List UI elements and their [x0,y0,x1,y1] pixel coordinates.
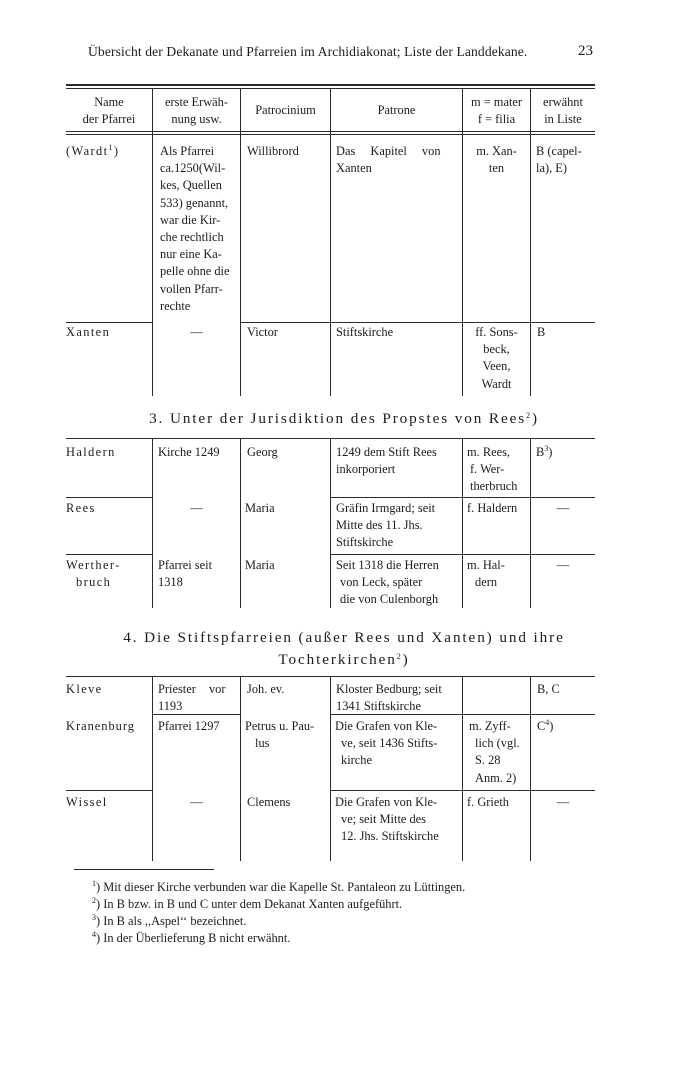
col-head-patrone: Patrone [377,103,416,117]
col-divider [462,677,463,861]
table-row-name: Werther- bruch [66,558,121,590]
col-divider [462,439,463,608]
row-divider [66,790,152,791]
footnote: $^3$) In B als ,,Aspel‘‘ bezeichnet. [92,913,247,928]
table-row-name: Haldern [66,445,116,459]
table-row-first-mention: — [190,795,203,809]
col-divider [240,439,241,608]
table-row-patrone: Die Grafen von Kle- ve; seit Mitte des 12. Jhs. Stiftskirche [335,795,439,844]
table-row-patrocinium: Clemens [247,795,291,809]
table-row-mater-filia: m. Xan- ten [476,144,517,176]
table-row-liste: — [556,558,570,572]
col-divider [240,89,241,396]
running-title: Übersicht der Dekanate und Pfarreien im Archidiakonat; Liste der Landdekane. [88,44,528,59]
table-row-patrocinium: Petrus u. Pau- lus [245,719,315,751]
footnote: $^1$) Mit dieser Kirche verbunden war die Kapelle St. Pantaleon zu Lüttingen. [92,879,466,894]
table-row-liste: $C^4$) [537,718,554,733]
table-row-mater-filia: m. Zyff- lich (vgl. S. 28 Anm. 2) [469,719,520,785]
table-row-name: Rees [66,501,96,515]
table-row-patrone: Die Grafen von Kle- ve, seit 1436 Stifts- kirche [335,719,438,768]
col-divider [330,89,331,396]
col-head-patrocinium: Patrocinium [255,103,316,117]
col-divider [530,439,531,608]
col-head-liste: erwähnt in Liste [543,95,583,127]
table-row-name: Xanten [66,325,111,339]
table-row-mater-filia: m. Hal- dern [467,558,505,590]
col-divider [152,89,153,396]
row-divider [240,322,595,323]
table-row-mater-filia: ff. Sons- beck, Veen, Wardt [475,325,518,391]
row-divider [330,554,595,555]
table-row-patrocinium: Victor [247,325,278,339]
table-row-name: Kranenburg [66,719,135,733]
row-divider [66,497,152,498]
table-row-first-mention: Pfarrei seit 1318 [158,558,213,590]
table-row-patrone: Das Kapitel von Xanten [336,144,441,176]
footnote: $^4$) In der Überlieferung B nicht erwähnt. [92,930,291,945]
table-row-first-mention: Priester vor 1193 [158,682,226,714]
row-divider [330,497,595,498]
table-row-first-mention: — [190,501,203,515]
col-divider [330,677,331,861]
row-divider [66,322,152,323]
header-rule [66,131,595,132]
table-row-patrocinium: Willibrord [247,144,299,158]
table-row-first-mention: Pfarrei 1297 [158,719,220,733]
table-row-name: (Wardt$^1$) [66,143,120,158]
footnote-rule [74,869,214,870]
table-row-name: Kleve [66,682,103,696]
table-row-patrone: 1249 dem Stift Rees inkorporiert [336,445,437,477]
table-row-patrocinium: Joh. ev. [247,682,285,696]
table-row-name: Wissel [66,795,108,809]
table-row-patrocinium: Georg [247,445,278,459]
table-row-liste: B [537,325,546,339]
row-divider [330,790,595,791]
table-row-first-mention: — [190,325,203,339]
table-row-patrone: Gräfin Irmgard; seit Mitte des 11. Jhs. Stiftskirche [336,501,436,550]
table-row-liste: B, C [537,682,560,696]
table-row-liste: — [556,795,570,809]
section-heading-3: 3. Unter der Jurisdiktion des Propstes von Rees$^2$) [149,410,539,427]
table-row-mater-filia: f. Grieth [467,795,509,809]
footnote: $^2$) In B bzw. in B und C unter dem Dekanat Xanten aufgeführt. [92,896,403,911]
col-head-mater-filia: m = mater f = filia [470,95,523,127]
table-row-first-mention: Als Pfarrei ca.1250(Wil- kes, Quellen 533) genannt, war die Kir- che rechtlich nur eine Ka- pelle ohne die vollen Pfarr- rechte [160,144,230,313]
col-divider [530,677,531,861]
col-divider [152,439,153,608]
table-row-patrocinium: Maria [245,558,275,572]
row-divider [66,554,152,555]
table-row-patrone: Stiftskirche [336,325,394,339]
col-head-first-mention: erste Erwäh- nung usw. [165,95,228,127]
page-number: 23 [578,43,593,59]
table-row-patrocinium: Maria [245,501,275,515]
section-heading-4: 4. Die Stiftspfarreien (außer Rees und Xanten) und ihre Tochterkirchen$^2$) [123,629,565,668]
table-row-liste: — [556,501,570,515]
table-row-first-mention: Kirche 1249 [158,445,220,459]
col-head-name: Name der Pfarrei [82,95,136,127]
col-divider [240,677,241,861]
col-divider [152,677,153,861]
col-divider [330,439,331,608]
top-rule [66,84,595,86]
table-row-liste: B (capel- la), E) [536,144,582,176]
table-row-mater-filia: m. Rees, f. Wer- therbruch [467,445,518,494]
table-row-patrone: Kloster Bedburg; seit 1341 Stiftskirche [336,682,442,714]
table-row-liste: $B^3$) [536,444,553,459]
table-row-patrone: Seit 1318 die Herren von Leck, später die von Culenborgh [336,558,439,607]
col-divider [530,89,531,396]
header-rule [66,134,595,135]
table-row-mater-filia: f. Haldern [467,501,518,515]
